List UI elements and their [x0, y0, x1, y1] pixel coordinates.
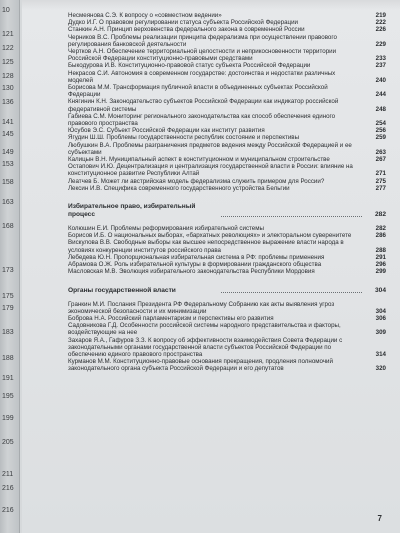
toc-entry — [68, 358, 386, 372]
toc-entry-page: 271 — [375, 170, 386, 178]
margin-number: 199 — [2, 415, 14, 422]
margin-number: 163 — [2, 199, 14, 206]
toc-entry — [68, 70, 386, 84]
toc-entry-page: 254 — [375, 120, 386, 128]
toc-entry — [68, 239, 386, 253]
toc-entries-mid — [68, 225, 386, 275]
toc-entry-text: Борисова М.М. Трансформация публичной власти в объединенных субъектах Российской Федерации — [68, 84, 328, 99]
toc-entry-text: Гранкин М.И. Послания Президента РФ Федеральному Собранию как акты выявления угроз экономической безопасности и их минимизации — [68, 300, 335, 315]
dot-leader — [221, 292, 362, 293]
toc-entry-text: Черников В.С. Проблемы реализации принципа федерализма при осуществлении правового регулирования банковской деятельности — [68, 33, 337, 48]
toc-entry — [68, 34, 386, 48]
toc-entry-page: 229 — [375, 40, 386, 48]
margin-number: 158 — [2, 179, 14, 186]
toc-entry-text: Боброва Н.А. Российский парламентаризм и перспективы его развития — [68, 314, 274, 322]
margin-number: 130 — [2, 85, 14, 92]
toc-entry-text: Дудко И.Г. О правовом регулировании статуса субъекта Российской Федерации — [68, 19, 299, 27]
page-number: 7 — [377, 514, 382, 523]
toc-entry — [68, 225, 386, 232]
toc-entry — [68, 62, 386, 69]
toc-entry-text: Масловская М.В. Эволюция избирательного законодательства Республики Мордовия — [68, 268, 315, 276]
margin-number: 10 — [2, 7, 10, 14]
dot-leader — [221, 216, 362, 217]
toc-entry-page: 288 — [375, 246, 386, 254]
toc-entry-text: Любушкин В.А. Проблемы разграничения предметов ведения между Российской Федерацией и ее субъектами — [68, 141, 352, 156]
toc-entry-text: Калицын В.Н. Муниципальный аспект в конституционном и муниципальном строительстве — [68, 156, 330, 164]
toc-entry-text: Княгинин К.Н. Законодательство субъектов Российской Федерации как индикатор российской федеративной системы — [68, 98, 339, 113]
toc-entry-text: Леатчев Б. Может ли австрийская модель федерализма служить примером для России? — [68, 177, 325, 185]
toc-entry-text: Некрасов С.И. Автономия в современном государстве: достоинства и недостатки различных моделей — [68, 69, 336, 84]
margin-number: 188 — [2, 355, 14, 362]
toc-entry-text: Габиева С.М. Мониторинг регионального законодательства как способ обеспечения единого правового пространства — [68, 112, 336, 128]
toc-entry — [68, 98, 386, 112]
toc-entry — [68, 268, 386, 275]
toc-entry-page: 248 — [375, 105, 386, 113]
margin-number: 173 — [2, 267, 14, 274]
margin-number: 145 — [2, 131, 14, 138]
table-of-contents-page — [22, 0, 400, 533]
toc-entry — [68, 337, 386, 359]
toc-entry — [68, 322, 386, 336]
toc-entry — [68, 48, 386, 62]
section-title-text: Органы государственной власти — [68, 286, 176, 294]
toc-entry — [68, 261, 386, 268]
toc-entry-text: Лебедева Ю.Н. Пропорциональная избирательная система в РФ: проблемы применения — [68, 253, 325, 261]
toc-entry-page: 222 — [375, 19, 386, 27]
toc-entry — [68, 156, 386, 163]
toc-entry — [68, 185, 386, 192]
toc-entry-page: 320 — [375, 365, 386, 373]
toc-entry — [68, 113, 386, 127]
toc-entry — [68, 178, 386, 185]
margin-number: 153 — [2, 161, 14, 168]
section-title-page: 282 — [374, 211, 386, 219]
toc-entry-page: 267 — [375, 156, 386, 164]
toc-entry-text: Чертков А.Н. Обеспечение территориальной целостности и неприкосновенности территории Российской Федерации конституционно-правовыми средствами — [68, 48, 337, 63]
section-title — [68, 287, 386, 295]
toc-entry — [68, 254, 386, 261]
margin-number: 216 — [2, 485, 14, 492]
toc-entry-text: Абрамова О.Ж. Роль избирательной культуры в формировании гражданского общества — [68, 261, 322, 269]
table-of-contents — [68, 12, 386, 373]
toc-entry-text: Несмеянова С.Э. К вопросу о «совместном ведении» — [68, 12, 222, 19]
toc-entry-text: Колюшин Е.И. Проблемы реформирования избирательной системы — [68, 225, 264, 233]
toc-entry-text: Курманов М.М. Конституционно-правовые основания прекращения, продления полномочий законодательного органа субъекта Российской Федерации и его депутатов — [68, 358, 333, 373]
toc-entry-page: 233 — [375, 55, 386, 63]
margin-number: 168 — [2, 223, 14, 230]
toc-entry-page: 296 — [375, 261, 386, 269]
toc-entry-page: 240 — [375, 76, 386, 84]
margin-number: 136 — [2, 99, 14, 106]
section-title — [68, 203, 386, 219]
toc-entry-page: 282 — [375, 225, 386, 233]
toc-entry-page: 226 — [375, 26, 386, 34]
toc-entry-text: Вискулова В.В. Свободные выборы как высшее непосредственное выражение власти народа в условиях конкуренции институтов российского права — [68, 239, 344, 254]
toc-entry-text: Лексин И.В. Специфика современного государственного устройства Бельгии — [68, 184, 290, 192]
margin-number: 121 — [2, 31, 14, 38]
toc-entry-page: 306 — [375, 314, 386, 322]
toc-entry-text: Станкин А.Н. Принцип верховенства федерального закона в современной России — [68, 26, 305, 34]
toc-entry — [68, 84, 386, 98]
toc-entry-page: 219 — [375, 12, 386, 19]
previous-page-edge — [0, 0, 20, 533]
section-title-text: Избирательное право, избирательный процесс — [68, 203, 196, 219]
toc-entry-text: Садовникова Г.Д. Особенности российской системы народного представительства и факторы, воздействующие на нее — [68, 322, 341, 337]
toc-entry — [68, 134, 386, 141]
toc-entry — [68, 315, 386, 322]
toc-entry-page: 277 — [375, 184, 386, 192]
toc-entry-page: 299 — [375, 268, 386, 276]
margin-number: 216 — [2, 507, 14, 514]
toc-entry — [68, 301, 386, 315]
toc-entry-page: 275 — [375, 177, 386, 185]
margin-number: 195 — [2, 393, 14, 400]
toc-entry — [68, 26, 386, 33]
margin-number: 125 — [2, 59, 14, 66]
toc-entry — [68, 19, 386, 26]
margin-number: 128 — [2, 73, 14, 80]
margin-number: 211 — [2, 471, 14, 478]
toc-entry-page: 291 — [375, 253, 386, 261]
toc-entry — [68, 127, 386, 134]
toc-entry — [68, 12, 386, 19]
section-title-page: 304 — [374, 286, 386, 294]
margin-number: 179 — [2, 305, 14, 312]
toc-entry — [68, 232, 386, 239]
toc-entry-page: 237 — [375, 62, 386, 70]
toc-entry-text: Юсубов Э.С. Субъект Российской Федерации как институт развития — [68, 127, 265, 135]
toc-entries-bottom — [68, 301, 386, 373]
margin-number: 122 — [2, 45, 14, 52]
toc-entry-page: 259 — [375, 134, 386, 142]
toc-entry-text: Ягудин Ш.Ш. Проблемы государственности республик состояние и перспективы — [68, 134, 300, 142]
toc-entry-page: 286 — [375, 232, 386, 240]
toc-entry-page: 256 — [375, 127, 386, 135]
margin-number: 205 — [2, 439, 14, 446]
toc-entry-text: Захаров Я.А., Гафуров З.З. К вопросу об эффективности взаимодействия Совета Федерации с законодательными органами государственной власти субъектов Российской Федерации по обеспечению единого правового пространства — [68, 336, 343, 358]
toc-entry-text: Остапович И.Ю. Децентрализация и централизация государственной власти в России: влияние на конституционное развитие Республики Алтай — [68, 163, 353, 178]
toc-entries-top — [68, 12, 386, 192]
toc-entry-page: 263 — [375, 148, 386, 156]
margin-number: 175 — [2, 293, 14, 300]
toc-entry-text: Борисов И.Б. О национальных выборах, «бархатных революциях» и электоральном суверенитете — [68, 232, 352, 240]
toc-entry-page: 314 — [375, 350, 386, 358]
margin-number: 183 — [2, 329, 14, 336]
toc-entry — [68, 142, 386, 156]
margin-number: 141 — [2, 119, 14, 126]
margin-number: 149 — [2, 149, 14, 156]
margin-number: 191 — [2, 375, 14, 382]
toc-entry-page: 309 — [375, 329, 386, 337]
toc-entry-page: 304 — [375, 307, 386, 315]
toc-entry-page: 244 — [375, 91, 386, 99]
toc-entry-text: Быкодурова И.В. Конституционно-правовой статус субъекта Российской Федерации — [68, 62, 311, 70]
toc-entry — [68, 163, 386, 177]
